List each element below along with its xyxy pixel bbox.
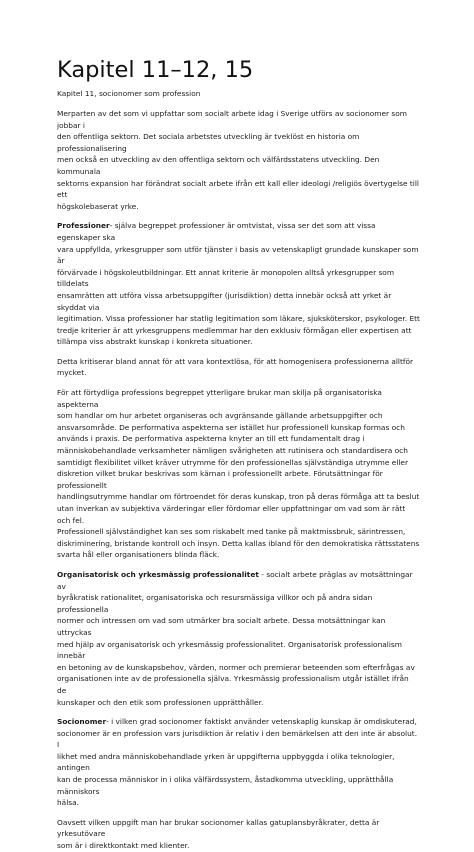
paragraph-intro <box>57 108 420 212</box>
paragraph-lead: Organisatorisk och yrkesmässig professionalitet <box>57 569 259 579</box>
paragraph-lead: Socionomer <box>57 717 107 727</box>
paragraph-text: Oavsett vilken uppgift man har brukar socionomer kallas gatuplansbyråkrater, detta är yrkesutövare som är i direktkontakt med klienter. <box>57 817 380 851</box>
paragraph-text: - själva begreppet professioner är omtvistat, vissa ser det som att vissa egenskaper ska vara uppfyllda, yrkesgrupper som utför tjänster i basis av vetenskapligt grundade kunskaper som är förvärvade i högskoleutbildningar. Ett annat kriterie är monopolen alltså yrkesgrupper som tilldelats ensamrätten att utföra vissa arbetsuppgifter (jurisdiktion) detta innebär också att yrket är skyddat via legitimation. Vissa professioner har statlig legitimation som läkare, sjuksköterskor, psykologer. Ett tredje kriterier är att yrkesgruppens medlemmar har den exklusiv förmågan eller expertisen att tillämpa viss abstrakt kunskap i konkreta situationer. <box>57 221 420 347</box>
document-content <box>57 56 420 852</box>
paragraph-kritik <box>57 356 420 379</box>
paragraph-aspekter <box>57 387 420 561</box>
paragraph-socionomer <box>57 716 420 809</box>
paragraph-text: Detta kritiserar bland annat för att vara kontextlösa, för att homogenisera professionerna alltför mycket. <box>57 356 414 378</box>
paragraph-lead: Professioner <box>57 221 110 231</box>
paragraph-gatuplansbyrakrater <box>57 817 420 852</box>
paragraph-organisatorisk <box>57 569 420 708</box>
page-subtitle: Kapitel 11, socionomer som profession <box>57 89 201 98</box>
paragraph-text: - socialt arbete präglas av motsättningar av byråkratisk rationalitet, organisatoriska och resursmässiga villkor och på andra sidan professionella normer och intressen om vad som utmärker bra socialt arbete. Dessa motsättningar kan uttryckas med hjälp av organisatorisk och yrkesmässig professionalitet. Organisatorisk professionalism innebär en betoning av de kunskapsbehov, värden, normer och premierar beteenden som efterfrågas av organisationen inte av de professionella själva. Yrkesmässig professionalism utgår istället ifrån de kunskaper och den etik som professionen upprätthåller. <box>57 569 415 707</box>
page-title: Kapitel 11–12, 15 <box>57 57 254 83</box>
paragraph-text: För att förtydliga professions begreppet ytterligare brukar man skilja på organisatoriska aspekterna som handlar om hur arbetet organiseras och avgränsande gällande arbetsuppgifter och ansvarsområde. De performativa aspekterna ser istället hur professionell kunskap formas och används i praxis. De performativa aspekterna knyter an till ett fundamentalt drag i människobehandlade verksamheter nämligen svårigheten att rutinisera och standardisera och samtidigt flexibilitet vilket kräver utrymme för den professionellas självständiga utrymme eller diskretion vilket brukar beskrivas som kärnan i professionellt arbete. Förutsättningar för professionellt handlingsutrymme handlar om förtroendet för deras kunskap, tron på deras förmåga att ta beslut utan inverkan av subjektiva värderingar eller fördomar eller uppfattningar om vad som är rätt och fel. Professionell självständighet kan ses som riskabelt med tanke på maktmissbruk, särintressen, diskriminering, bristande kontroll och insyn. Detta kallas ibland för den demokratiska rättsstatens svarta hål eller organisationers blinda fläck. <box>57 388 420 560</box>
paragraph-text: Merparten av det som vi uppfattar som socialt arbete idag i Sverige utförs av socionomer som jobbar i den offentliga sektorn. Det sociala arbetstes utveckling är tveklöst en historia om professionalisering men också en utveckling av den offentliga sektorn och välfärdsstatens utveckling. Den kommunala sektorns expansion har förändrat socialt arbete ifrån ett kall eller ideologi /religiös övertygelse till ett högskolebaserat yrke. <box>57 109 419 211</box>
paragraph-professioner <box>57 220 420 348</box>
paragraph-text: - i vilken grad socionomer faktiskt använder vetenskaplig kunskap är omdiskuterad, socionomer är en profession vars jurisdiktion är relativ i den bemärkelsen att den inte är absolut. I likhet med andra människobehandlade yrken är uppgifterna uppbyggda i olika teknologier, antingen kan de processa människor in i olika välfärdssystem, åstadkomma utveckling, upprätthålla människors hälsa. <box>57 717 418 808</box>
